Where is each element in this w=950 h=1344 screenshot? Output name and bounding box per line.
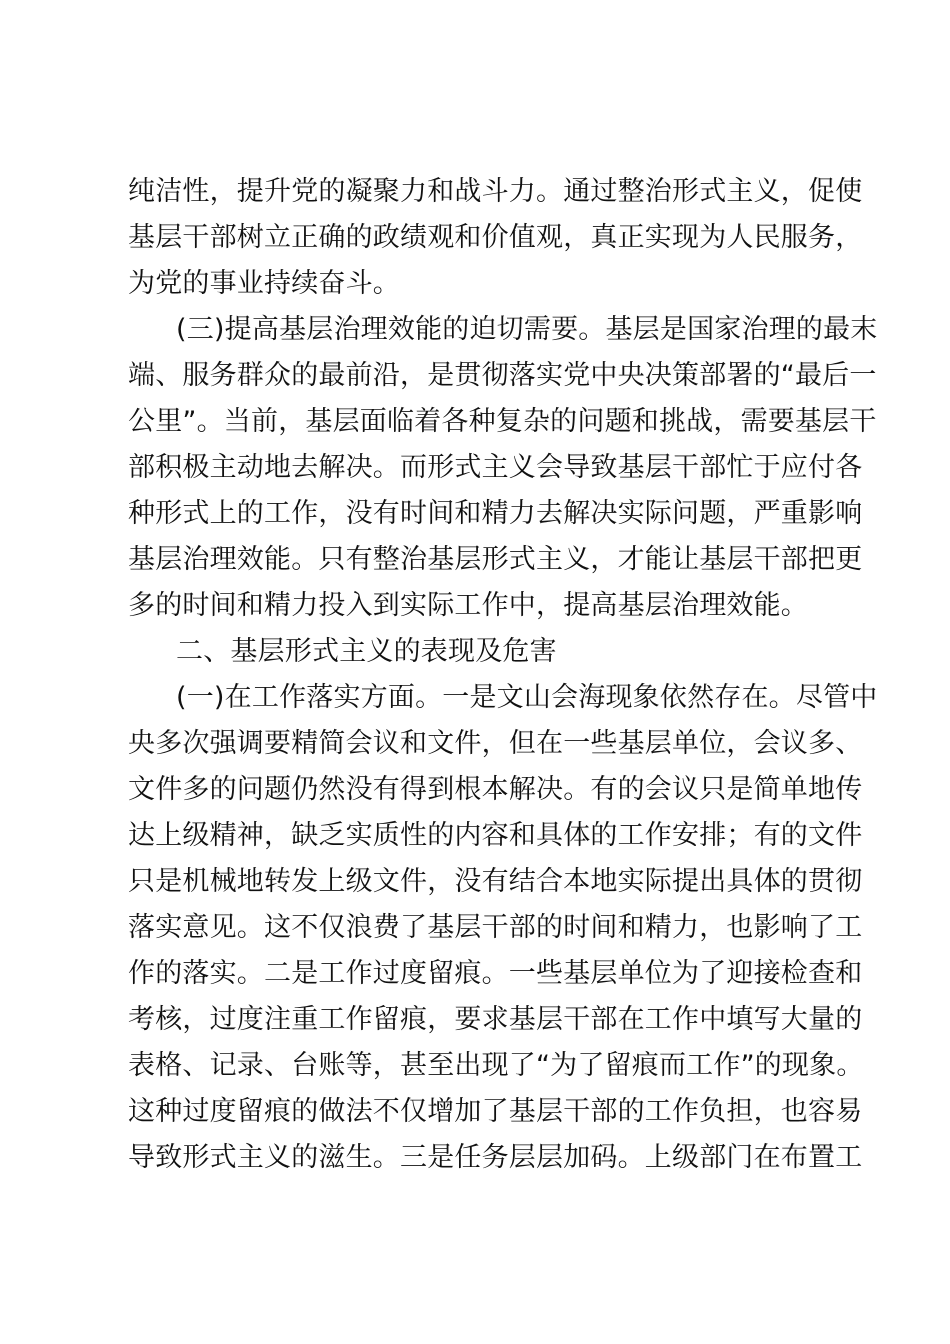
section-heading-3: (三)提高基层治理效能的迫切需要。基层是国家治理的最末 (176, 314, 878, 345)
paragraph-line: 落实意见。这不仅浪费了基层干部的时间和精力，也影响了工 (128, 912, 863, 943)
paragraph-line: 导致形式主义的滋生。三是任务层层加码。上级部门在布置工 (128, 1142, 863, 1173)
chapter-heading: 二、基层形式主义的表现及危害 (176, 636, 557, 667)
paragraph-line: 部积极主动地去解决。而形式主义会导致基层干部忙于应付各 (128, 452, 863, 483)
paragraph-line: 文件多的问题仍然没有得到根本解决。有的会议只是简单地传 (128, 774, 863, 805)
paragraph-line: 达上级精神，缺乏实质性的内容和具体的工作安排；有的文件 (128, 820, 863, 851)
paragraph-line: 多的时间和精力投入到实际工作中，提高基层治理效能。 (128, 590, 808, 621)
paragraph-line: 央多次强调要精简会议和文件，但在一些基层单位，会议多、 (128, 728, 863, 759)
paragraph-line: 作的落实。二是工作过度留痕。一些基层单位为了迎接检查和 (128, 958, 863, 989)
paragraph-line: 纯洁性，提升党的凝聚力和战斗力。通过整治形式主义，促使 (128, 176, 863, 207)
paragraph-line: 种形式上的工作，没有时间和精力去解决实际问题，严重影响 (128, 498, 863, 529)
paragraph-line: 考核，过度注重工作留痕，要求基层干部在工作中填写大量的 (128, 1004, 863, 1035)
paragraph-line: 表格、记录、台账等，甚至出现了“为了留痕而工作”的现象。 (128, 1050, 864, 1081)
paragraph-line: 公里”。当前，基层面临着各种复杂的问题和挑战，需要基层干 (128, 406, 877, 437)
paragraph-line: 基层干部树立正确的政绩观和价值观，真正实现为人民服务， (128, 222, 863, 253)
paragraph-line: 只是机械地转发上级文件，没有结合本地实际提出具体的贯彻 (128, 866, 863, 897)
paragraph-line: 这种过度留痕的做法不仅增加了基层干部的工作负担，也容易 (128, 1096, 863, 1127)
paragraph-line: 为党的事业持续奋斗。 (128, 268, 400, 299)
paragraph-line: 基层治理效能。只有整治基层形式主义，才能让基层干部把更 (128, 544, 863, 575)
section-heading-1: (一)在工作落实方面。一是文山会海现象依然存在。尽管中 (176, 682, 878, 713)
paragraph-line: 端、服务群众的最前沿，是贯彻落实党中央决策部署的“最后一 (128, 360, 877, 391)
